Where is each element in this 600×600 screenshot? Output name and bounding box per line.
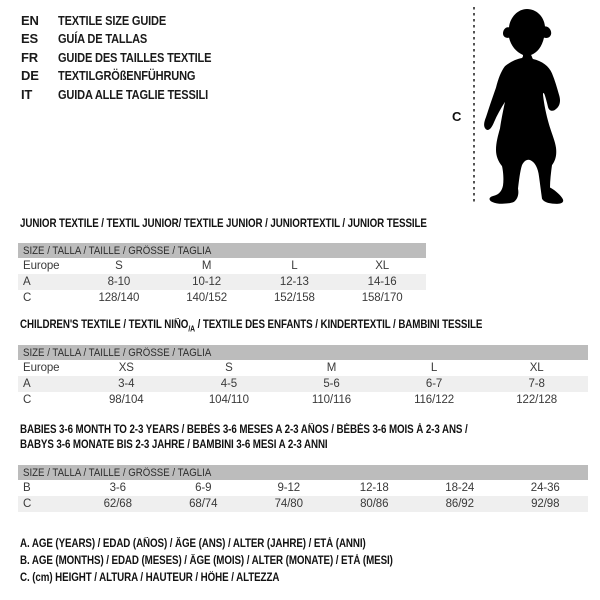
- footnote-line-c: C. (cm) HEIGHT / ALTURA / HAUTEUR / HÖHE / ALTEZZA: [20, 571, 280, 584]
- babies-title-line2: BABYS 3-6 MONATE BIS 2-3 JAHRE / BAMBINI 3-6 MESI A 2-3 ANNI: [20, 439, 328, 451]
- table-cell: 92/98: [531, 498, 560, 510]
- table-cell: 110/116: [311, 394, 352, 406]
- babies-table-title: [20, 423, 468, 453]
- row-label: A: [23, 378, 31, 390]
- table-cell: 68/74: [189, 498, 218, 510]
- table-cell: XL: [375, 260, 390, 272]
- children-table-title: [20, 318, 482, 336]
- table-cell: 5-6: [323, 378, 340, 390]
- language-title: GUÍA DE TALLAS: [58, 31, 148, 47]
- table-cell: 6-9: [195, 482, 212, 494]
- table-cell: XL: [529, 362, 544, 374]
- table-cell: 24-36: [530, 482, 560, 494]
- table-cell: 10-12: [192, 276, 222, 288]
- table-cell: 14-16: [367, 276, 397, 288]
- language-title: TEXTILE SIZE GUIDE: [58, 12, 167, 28]
- footnote-line-a: A. AGE (YEARS) / EDAD (AÑOS) / ÂGE (ANS) / ALTER (JAHRE) / ETÀ (ANNI): [20, 537, 366, 550]
- table-cell: 6-7: [425, 378, 443, 390]
- table-cell: 3-4: [118, 378, 135, 390]
- table-cell: 80/86: [360, 498, 389, 510]
- language-title: TEXTILGRÖßENFÜHRUNG: [58, 68, 196, 84]
- size-figure: [443, 4, 600, 210]
- table-cell: 86/92: [445, 498, 474, 510]
- row-label: C: [23, 498, 32, 510]
- language-code: ES: [21, 31, 38, 47]
- babies-title-line1: BABIES 3-6 MONTH TO 2-3 YEARS / BEBÉS 3-6 MESES A 2-3 AÑOS / BÉBÉS 3-6 MOIS À 2-3 ANS /: [20, 424, 468, 436]
- table-header-bar: [18, 465, 588, 480]
- table-header-bar: [18, 243, 426, 258]
- row-label: Europe: [23, 260, 60, 272]
- table-cell: 116/122: [414, 394, 455, 406]
- language-title: GUIDA ALLE TAGLIE TESSILI: [58, 86, 209, 102]
- table-cell: 12-13: [279, 276, 309, 288]
- table-header-label: SIZE / TALLA / TAILLE / GRÖSSE / TAGLIA: [23, 346, 212, 359]
- table-header-bar: [18, 345, 588, 360]
- table-cell: 152/158: [273, 292, 315, 304]
- table-cell: 98/104: [109, 394, 144, 406]
- table-cell: 62/68: [103, 498, 132, 510]
- table-row: [18, 274, 426, 290]
- table-cell: M: [201, 260, 212, 272]
- table-header-label: SIZE / TALLA / TAILLE / GRÖSSE / TAGLIA: [23, 244, 212, 257]
- row-label: Europe: [23, 362, 60, 374]
- table-cell: 4-5: [220, 378, 238, 390]
- children-title-subscript: /A: [188, 324, 195, 334]
- language-title: GUIDE DES TAILLES TEXTILE: [58, 49, 212, 65]
- table-cell: L: [430, 362, 438, 374]
- table-row: [18, 392, 588, 408]
- table-cell: 9-12: [277, 482, 301, 494]
- table-cell: 104/110: [208, 394, 249, 406]
- row-label: C: [23, 292, 32, 304]
- table-cell: 8-10: [107, 276, 131, 288]
- table-cell: 12-18: [359, 482, 389, 494]
- junior-table-title: JUNIOR TEXTILE / TEXTIL JUNIOR/ TEXTILE JUNIOR / JUNIORTEXTIL / JUNIOR TESSILE: [20, 218, 427, 230]
- children-title-prefix: CHILDREN'S TEXTILE / TEXTIL NIÑO: [20, 319, 189, 331]
- table-cell: L: [291, 260, 298, 272]
- language-code: DE: [21, 68, 39, 84]
- language-row: [21, 11, 238, 30]
- language-row: [21, 30, 238, 49]
- table-cell: 158/170: [361, 292, 403, 304]
- language-code: EN: [21, 12, 39, 28]
- table-cell: 7-8: [528, 378, 545, 390]
- table-cell: S: [225, 362, 233, 374]
- row-label: C: [23, 394, 32, 406]
- footnotes: [20, 535, 459, 586]
- language-list: [21, 11, 238, 104]
- table-row: [18, 360, 588, 376]
- table-cell: 18-24: [445, 482, 475, 494]
- table-row: [18, 376, 588, 392]
- table-row: [18, 258, 426, 274]
- row-label: A: [23, 276, 31, 288]
- table-row: [18, 480, 588, 496]
- children-size-table: [18, 345, 588, 408]
- language-row: [21, 85, 238, 104]
- table-cell: 3-6: [109, 482, 126, 494]
- table-row: [18, 496, 588, 512]
- babies-size-table: [18, 465, 588, 512]
- table-cell: S: [115, 260, 123, 272]
- footnote-line-b: B. AGE (MONTHS) / EDAD (MESES) / ÂGE (MOIS) / ALTER (MONATE) / ETÀ (MESI): [20, 554, 393, 567]
- table-cell: 74/80: [274, 498, 303, 510]
- junior-size-table: [18, 243, 426, 306]
- children-title-suffix: / TEXTILE DES ENFANTS / KINDERTEXTIL / BAMBINI TESSILE: [194, 319, 483, 331]
- row-label: B: [23, 482, 31, 494]
- language-code: IT: [21, 86, 33, 102]
- table-row: [18, 290, 426, 306]
- table-header-label: SIZE / TALLA / TAILLE / GRÖSSE / TAGLIA: [23, 466, 212, 479]
- height-label: C: [452, 109, 462, 124]
- table-cell: 128/140: [98, 292, 140, 304]
- toddler-silhouette-icon: [484, 9, 563, 204]
- table-cell: M: [326, 362, 337, 374]
- table-cell: 122/128: [516, 394, 558, 406]
- language-row: [21, 67, 238, 86]
- language-code: FR: [21, 49, 38, 65]
- table-cell: 140/152: [186, 292, 228, 304]
- language-row: [21, 48, 238, 67]
- table-cell: XS: [118, 362, 134, 374]
